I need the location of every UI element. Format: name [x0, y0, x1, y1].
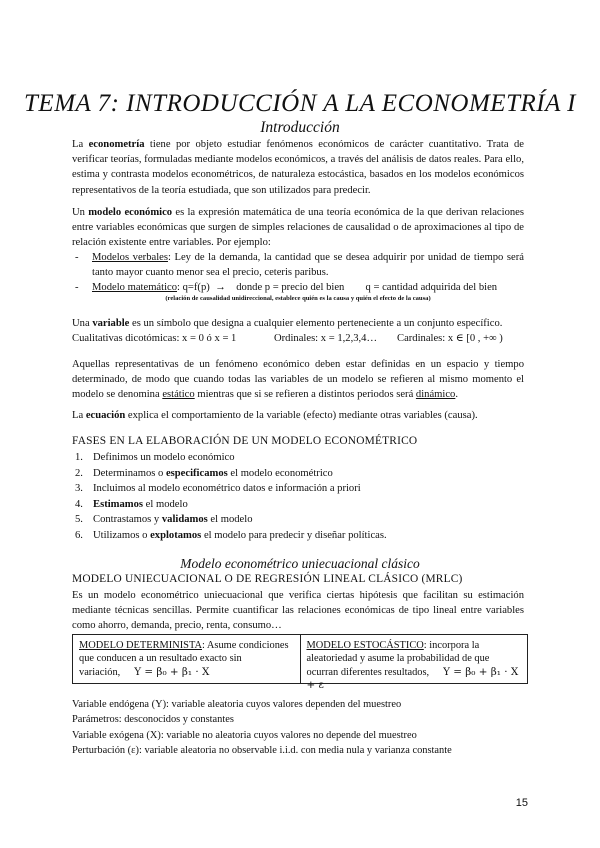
bullet-label: Modelos verbales — [92, 252, 168, 263]
model-formula: Y = β₀ + β₁ · X — [134, 665, 210, 678]
bullet-label: Modelo matemático — [92, 282, 178, 293]
definition-item: Variable endógena (Y): variable aleatoria cuyos valores dependen del muestreo — [72, 699, 402, 710]
model-desc: : Asume condiciones que conducen a un resultado exacto sin variación, — [79, 640, 289, 678]
bullet-modelo-matematico — [72, 280, 524, 295]
term-modelo-economico: modelo económico — [88, 207, 173, 218]
bullet-text: : Ley de la demanda, la cantidad que se desea adquirir por unidad de tiempo será tanto mayor cuanto menor sea el precio, ceteris paribus. — [92, 252, 524, 279]
step-text: Incluimos al modelo econométrico datos e información a priori — [93, 483, 361, 495]
variable-types-row — [72, 331, 524, 346]
ecuacion-before: La — [72, 410, 86, 421]
definition-item: Parámetros: desconocidos y constantes — [72, 714, 234, 726]
step-bold: validamos — [161, 514, 208, 526]
variable-type-cardinales: Cardinales: x ∈ [0 , +∞ ) — [397, 333, 503, 344]
section2-title: Modelo econométrico uniecuacional clásico — [180, 556, 420, 571]
step-text: Determinamos o — [93, 467, 166, 479]
bullet-dash: - — [75, 252, 79, 263]
fases-heading: FASES EN LA ELABORACIÓN DE UN MODELO ECONOMÉTRICO — [72, 435, 418, 447]
term-variable: variable — [92, 318, 130, 329]
definitions-list — [72, 697, 524, 759]
term-econometria: econometría — [88, 139, 145, 150]
step-text: Definimos un modelo económico — [93, 452, 235, 463]
fase-step-3 — [72, 481, 524, 497]
model-desc: : incorpora la aleatoriedad y asume la probabilidad de que ocurran diferentes resultados, — [306, 640, 490, 678]
step-number: 4. — [75, 498, 83, 510]
causality-note: (relación de causalidad unidireccional, establece quién es la causa y quién el efecto de la causa) — [165, 295, 431, 302]
term-dinamico: dinámico — [415, 389, 456, 401]
ecuacion-after: explica el comportamiento de la variable (efecto) mediante otras variables (causa). — [125, 410, 478, 421]
fenomeno-paragraph — [72, 357, 524, 403]
step-number: 1. — [75, 452, 83, 463]
model-determinista-cell — [73, 635, 300, 683]
fases-list — [72, 450, 524, 544]
step-number: 3. — [75, 483, 83, 495]
mrlc-paragraph: Es un modelo econométrico uniecuacional que verifica ciertas hipótesis que facilitan su estimación mediante técnicas sencillas. Permite cuantificar las relaciones económicas de tipo lineal entre variables como ahorro, demanda, precio, renta, consumo… — [72, 590, 524, 632]
fase-step-6 — [72, 528, 524, 544]
variable-before: Una — [72, 318, 93, 329]
step-number: 6. — [75, 529, 83, 541]
model-estocastico-cell — [300, 635, 528, 692]
step-text: Contrastamos y — [93, 514, 162, 526]
page-number: 15 — [515, 797, 528, 809]
definition-item: Perturbación (ε): variable aleatoria no observable i.i.d. con media nula y varianza constante — [72, 745, 452, 757]
fase-step-2 — [72, 466, 524, 482]
fenomeno-middle: mientras que si se refieren a distintos periodos será — [194, 389, 416, 401]
model-head: MODELO ESTOCÁSTICO — [306, 640, 424, 651]
step-text-post: el modelo — [207, 514, 253, 526]
fase-step-1 — [72, 450, 524, 466]
variable-after: es un símbolo que designa a cualquier elemento perteneciente a un conjunto específico. — [129, 318, 503, 329]
fase-step-4 — [72, 497, 524, 513]
modelo-after: es la expresión matemática de una teoría económica de la que derivan relaciones entre variables económicas que surgen de simples relaciones de causalidad o de aproximaciones al tipo de relación existente entre variables. Por ejemplo: — [72, 207, 524, 249]
ecuacion-paragraph — [72, 408, 524, 423]
step-bold: explotamos — [150, 529, 202, 541]
modelo-before: Un — [72, 207, 89, 218]
variable-type-cualitativas: Cualitativas dicotómicas: x = 0 ó x = 1 — [72, 333, 237, 344]
step-number: 2. — [75, 467, 83, 479]
model-formula: Y = β₀ + β₁ · X + ε — [306, 665, 519, 692]
modelo-paragraph — [72, 205, 524, 251]
model-comparison-table — [72, 634, 528, 692]
section-subtitle: Introducción — [260, 119, 340, 136]
model-head: MODELO DETERMINISTA — [79, 640, 202, 651]
mrlc-heading: MODELO UNIECUACIONAL O DE REGRESIÓN LINEAL CLÁSICO (MRLC) — [72, 573, 463, 585]
step-text-post: el modelo econométrico — [227, 467, 333, 479]
fenomeno-before: Aquellas representativas de un fenómeno económico deben estar definidas en un espacio y tiempo determinado, de modo que cuando todas las variables de un modelo se refieren al mismo momento el modelo se denomina — [72, 359, 524, 401]
fase-step-5 — [72, 512, 524, 528]
term-ecuacion: ecuación — [85, 410, 126, 421]
intro-before: La — [72, 139, 89, 150]
step-number: 5. — [75, 514, 83, 526]
variable-paragraph — [72, 316, 524, 331]
step-text: Utilizamos o — [93, 529, 151, 541]
bullet-dash: - — [75, 282, 79, 293]
variable-type-ordinales: Ordinales: x = 1,2,3,4… — [274, 333, 378, 344]
bullet-modelos-verbales — [72, 250, 524, 280]
bullet-text: : q=f(p) → donde p = precio del bien q = cantidad adquirida del bien — [177, 282, 498, 293]
fenomeno-end: . — [455, 389, 458, 401]
intro-after: tiene por objeto estudiar fenómenos económicos de carácter cuantitativo. Trata de verificar teorías, formuladas mediante modelos económicos, a través del análisis de datos reales. Para ello, estima y contrasta modelos econométricos, de naturaleza estocástica, basados en los modelos económicos representativos de la teoría estudiada, que son utilizados para predecir. — [72, 139, 524, 196]
intro-paragraph — [72, 137, 524, 198]
step-text-post: el modelo para predecir y diseñar políticas. — [201, 529, 387, 541]
step-text-post: el modelo — [143, 498, 188, 510]
step-bold: Estimamos — [93, 498, 144, 510]
definition-item: Variable exógena (X): variable no aleatoria cuyos valores no depende del muestreo — [72, 729, 417, 741]
step-bold: especificamos — [165, 467, 228, 479]
page-title: TEMA 7: INTRODUCCIÓN A LA ECONOMETRÍA I — [24, 90, 576, 117]
term-estatico: estático — [162, 389, 195, 401]
